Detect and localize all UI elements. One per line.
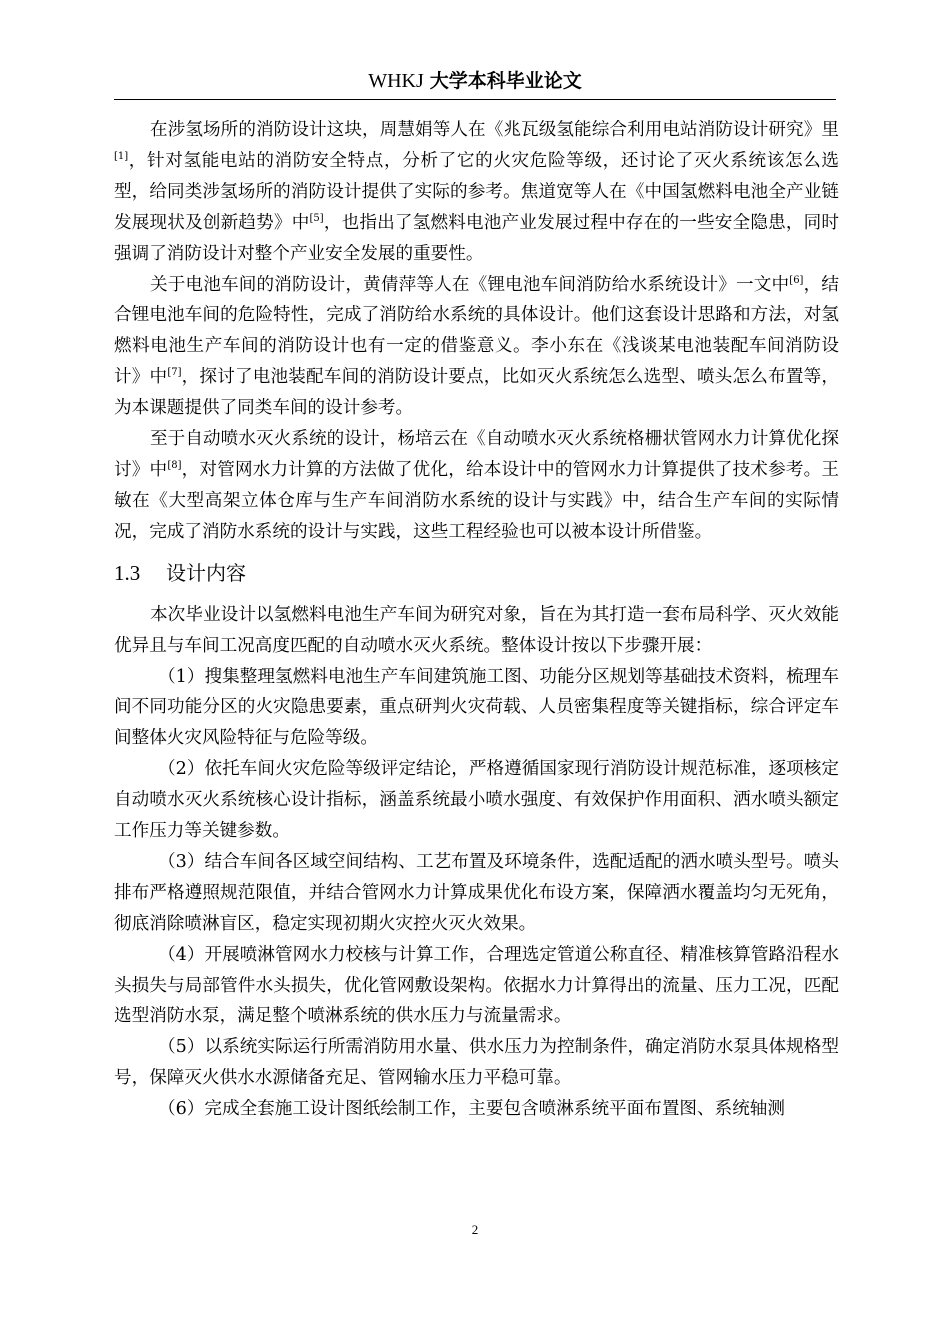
section-title: 设计内容 [166, 560, 246, 585]
paragraph-text: ，结合锂电池车间的危险特性，完成了消防给水系统的具体设计。他们这套设计思路和方法，对氢燃料电池生产车间的消防设计也有一定的借鉴意义。李小东在《浅谈某电池装配车间消防设计》中 [114, 274, 839, 388]
header-abbrev: WHKJ [368, 70, 424, 92]
paragraph-battery-workshop-design [114, 270, 839, 425]
section-heading [114, 553, 839, 593]
header-thesis-label: 大学本科毕业论文 [429, 70, 582, 92]
paragraph-sprinkler-design [114, 424, 839, 548]
citation-ref: [1] [114, 150, 129, 162]
citation-ref: [7] [167, 367, 182, 379]
page-body [114, 115, 839, 1125]
page-number: 2 [471, 1222, 479, 1237]
list-item: （3）结合车间各区域空间结构、工艺布置及环境条件，选配适配的洒水喷头型号。喷头排布严格遵照规范限值，并结合管网水力计算成果优化布设方案，保障洒水覆盖均匀无死角，彻底消除喷淋盲区，稳定实现初期火灾控火灭火效果。 [114, 851, 839, 934]
paragraph-text: 至于自动喷水灭火系统的设计，杨培云在《自动喷水灭火系统格栅状管网水力计算优化探讨》中 [114, 429, 839, 480]
paragraph-text: ，针对氢能电站的消防安全特点，分析了它的火灾危险等级，还讨论了灭火系统该怎么选型，给同类涉氢场所的消防设计提供了实际的参考。焦道宽等人在《中国氢燃料电池全产业链发展现状及创新趋势》中 [114, 150, 839, 233]
paragraph-text: ，探讨了电池装配车间的消防设计要点，比如灭火系统怎么选型、喷头怎么布置等，为本课题提供了同类车间的设计参考。 [114, 367, 839, 419]
running-header [114, 67, 836, 100]
paragraph-text: ，也指出了氢燃料电池产业发展过程中存在的一些安全隐患，同时强调了消防设计对整个产业安全发展的重要性。 [114, 212, 839, 264]
list-item: （1）搜集整理氢燃料电池生产车间建筑施工图、功能分区规划等基础技术资料，梳理车间不同功能分区的火灾隐患要素，重点研判火灾荷载、人员密集程度等关键指标，综合评定车间整体火灾风险特征与危险等级。 [114, 666, 839, 749]
list-item: （5）以系统实际运行所需消防用水量、供水压力为控制条件，确定消防水泵具体规格型号，保障灭火供水水源储备充足、管网输水压力平稳可靠。 [114, 1037, 839, 1089]
list-item: （2）依托车间火灾危险等级评定结论，严格遵循国家现行消防设计规范标准，逐项核定自动喷水灭火系统核心设计指标，涵盖系统最小喷水强度、有效保护作用面积、洒水喷头额定工作压力等关键参数。 [114, 759, 839, 842]
list-item: （4）开展喷淋管网水力校核与计算工作，合理选定管道公称直径、精准核算管路沿程水头损失与局部管件水头损失，优化管网敷设架构。依据水力计算得出的流量、压力工况，匹配选型消防水泵，满足整个喷淋系统的供水压力与流量需求。 [114, 944, 839, 1027]
citation-ref: [8] [167, 459, 182, 471]
paragraph-text: 关于电池车间的消防设计，黄倩萍等人在《锂电池车间消防给水系统设计》一文中 [150, 274, 790, 295]
paragraph-text: ，对管网水力计算的方法做了优化，给本设计中的管网水力计算提供了技术参考。王敏在《大型高架立体仓库与生产车间消防水系统的设计与实践》中，结合生产车间的实际情况，完成了消防水系统的设计与实践，这些工程经验也可以被本设计所借鉴。 [114, 459, 839, 542]
citation-ref: [6] [789, 274, 804, 286]
list-item: （6）完成全套施工设计图纸绘制工作，主要包含喷淋系统平面布置图、系统轴测 [158, 1099, 785, 1120]
paragraph-hydrogen-fire-design [114, 115, 839, 270]
paragraph-design-intro: 本次毕业设计以氢燃料电池生产车间为研究对象，旨在为其打造一套布局科学、灭火效能优异且与车间工况高度匹配的自动喷水灭火系统。整体设计按以下步骤开展： [114, 604, 839, 656]
paragraph-text: 在涉氢场所的消防设计这块，周慧娟等人在《兆瓦级氢能综合利用电站消防设计研究》里 [150, 120, 839, 140]
citation-ref: [5] [309, 212, 324, 224]
header-title [368, 67, 582, 95]
section-number: 1.3 [114, 560, 141, 585]
